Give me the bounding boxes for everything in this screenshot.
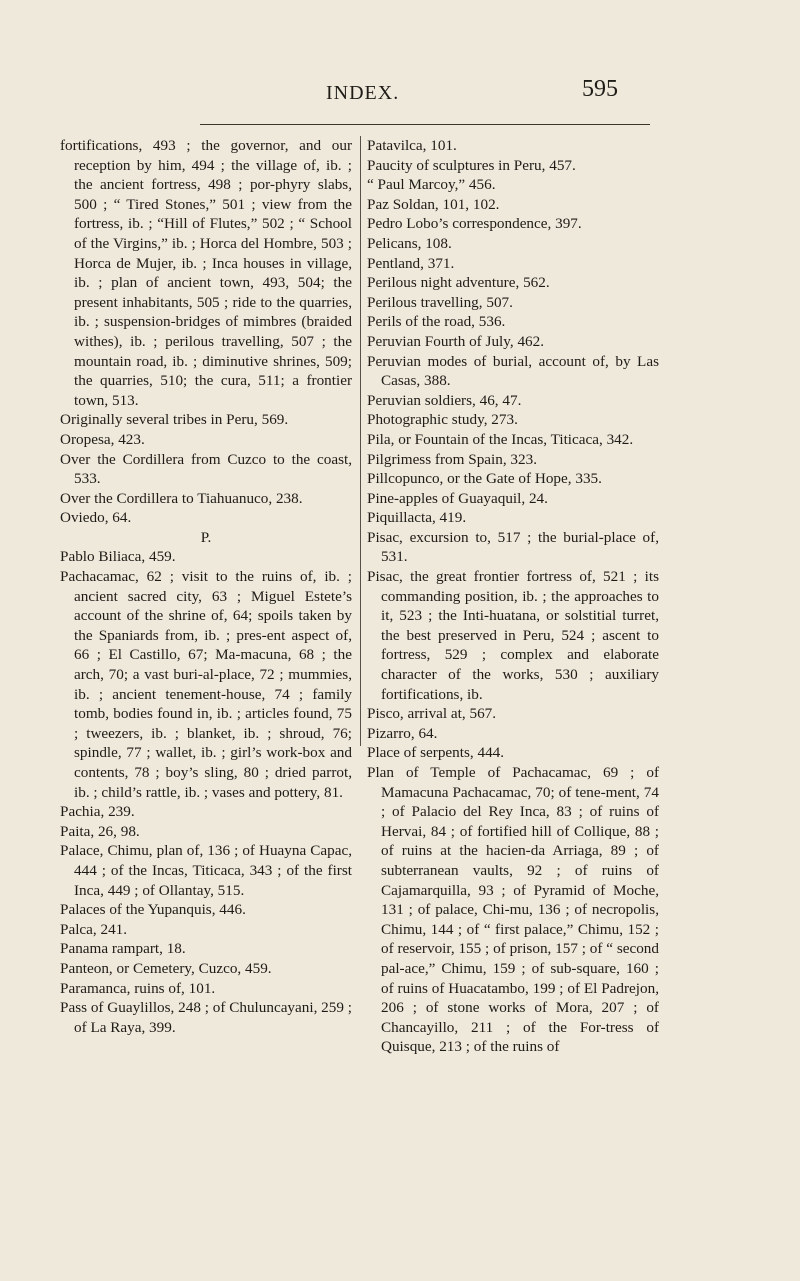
- index-entry: Peruvian modes of burial, account of, by Las Casas, 388.: [367, 352, 659, 390]
- index-entry: Over the Cordillera from Cuzco to the coast, 533.: [60, 450, 352, 488]
- index-entry: Pisco, arrival at, 567.: [367, 705, 497, 723]
- index-entry: Paz Soldan, 101, 102.: [367, 195, 500, 213]
- index-entry: Pilgrimess from Spain, 323.: [367, 450, 538, 468]
- index-entry: Panteon, or Cemetery, Cuzco, 459.: [60, 959, 272, 977]
- index-entry: Peruvian soldiers, 46, 47.: [367, 391, 522, 409]
- page-number: 595: [582, 76, 618, 102]
- index-entry: Originally several tribes in Peru, 569.: [60, 411, 289, 429]
- index-entry: Pablo Biliaca, 459.: [60, 548, 176, 566]
- index-entry: Over the Cordillera to Tiahuanuco, 238.: [60, 489, 303, 507]
- index-entry: “ Paul Marcoy,” 456.: [367, 176, 496, 194]
- index-entry: Perilous travelling, 507.: [367, 293, 513, 311]
- index-entry: Pila, or Fountain of the Incas, Titicaca, 342.: [367, 430, 634, 448]
- header-rule: [200, 124, 650, 125]
- index-entry: Pine-apples of Guayaquil, 24.: [367, 489, 548, 507]
- index-entry: Pillcopunco, or the Gate of Hope, 335.: [367, 470, 602, 488]
- index-entry: Pizarro, 64.: [367, 724, 438, 742]
- running-head: INDEX.: [326, 82, 400, 104]
- index-entry: fortifications, 493 ; the governor, and our reception by him, 494 ; the village of, ib. ; the ancient fortress, 498 ; por-phyry slabs, 500 ; “ Tired Stones,” 501 ; view from the fortress, ib. ; “Hill of Flutes,” 502 ; “ School of the Virgins,” ib. ; Horca del Hombre, 503 ; Horca de Mujer, ib. ; Inca houses in village, ib. ; plan of ancient town, 493, 504; the present inhabitants, 505 ; ride to the quarries, ib. ; suspension-bridges of mimbres (braided withes), ib. ; perilous travelling, 507 ; the mountain road, ib. ; diminutive shrines, 509; the quarries, 510; the cura, 511; a frontier town, 513.: [60, 137, 352, 409]
- index-entry: Palaces of the Yupanquis, 446.: [60, 901, 246, 919]
- index-entry: Oropesa, 423.: [60, 430, 145, 448]
- index-entry: Plan of Temple of Pachacamac, 69 ; of Mamacuna Pachacamac, 70; of tene-ment, 74 ; of Palacio del Rey Inca, 83 ; of ruins of Hervai, 84 ; of fortified hill of Collique, 88 ; of ruins at the hacien-da Arriaga, 89 ; of subterranean vaults, 92 ; of ruins of Cajamarquilla, 93 ; of Pyramid of Moche, 131 ; of palace, Chi-mu, 136 ; of necropolis, Chimu, 144 ; of “ first palace,” Chimu, 152 ; of reservoir, 155 ; of prison, 157 ; of “ second pal-ace,” Chimu, 159 ; of sub-square, 160 ; of ruins of Huacatambo, 199 ; of El Padrejon, 206 ; of stone works of Mora, 207 ; of Chancayillo, 211 ; of the For-tress of Quisque, 213 ; of the ruins of: [367, 764, 659, 1056]
- index-entry: Photographic study, 273.: [367, 411, 518, 429]
- index-entry: Palace, Chimu, plan of, 136 ; of Huayna Capac, 444 ; of the Incas, Titicaca, 343 ; of the first Inca, 449 ; of Ollantay, 515.: [60, 842, 352, 899]
- index-entry: Pisac, excursion to, 517 ; the burial-place of, 531.: [367, 528, 659, 566]
- index-entry: Oviedo, 64.: [60, 509, 132, 527]
- index-entry: Patavilca, 101.: [367, 137, 457, 154]
- index-entry: Pass of Guaylillos, 248 ; of Chuluncayani, 259 ; of La Raya, 399.: [60, 999, 352, 1036]
- index-entry: Piquillacta, 419.: [367, 509, 467, 527]
- index-entry: Place of serpents, 444.: [367, 744, 505, 762]
- right-column: [367, 136, 659, 1057]
- index-entry: Pentland, 371.: [367, 254, 455, 272]
- index-entry: Paucity of sculptures in Peru, 457.: [367, 156, 576, 174]
- index-columns: [60, 136, 665, 1256]
- index-entry: Pedro Lobo’s correspondence, 397.: [367, 215, 582, 233]
- index-entry: Peruvian Fourth of July, 462.: [367, 332, 545, 350]
- index-entry: Panama rampart, 18.: [60, 940, 186, 958]
- index-entry: Paita, 26, 98.: [60, 822, 140, 840]
- index-entry: Palca, 241.: [60, 920, 128, 938]
- section-letter: P.: [200, 528, 212, 546]
- page-header: [0, 74, 800, 114]
- left-column: [60, 136, 352, 1037]
- index-entry: Perils of the road, 536.: [367, 313, 506, 331]
- index-entry: Perilous night adventure, 562.: [367, 274, 550, 292]
- index-entry: Pisac, the great frontier fortress of, 521 ; its commanding position, ib. ; the approaches to it, 523 ; the Inti-huatana, or solstitial turret, the best preserved in Peru, 524 ; ascent to fortress, 529 ; complex and elaborate character of the works, 530 ; auxiliary fortifications, ib.: [367, 568, 659, 703]
- index-entry: Paramanca, ruins of, 101.: [60, 979, 216, 997]
- index-entry: Pachia, 239.: [60, 803, 135, 821]
- index-entry: Pelicans, 108.: [367, 234, 452, 252]
- column-divider: [360, 136, 361, 746]
- index-entry: Pachacamac, 62 ; visit to the ruins of, ib. ; ancient sacred city, 63 ; Miguel Estete’s account of the shrine of, 64; spoils taken by the Spaniards from, ib. ; pres-ent aspect of, 66 ; El Castillo, 67; Ma-macuna, 68 ; the arch, 70; a vast buri-al-place, 72 ; mummies, ib. ; ancient tenement-house, 74 ; family tomb, bodies found in, ib. ; articles found, 75 ; tweezers, ib. ; blanket, ib. ; shroud, 76; spindle, 77 ; wallet, ib. ; girl’s work-box and contents, 78 ; boy’s sling, 80 ; dried parrot, ib. ; child’s rattle, ib. ; vases and pottery, 81.: [60, 568, 352, 801]
